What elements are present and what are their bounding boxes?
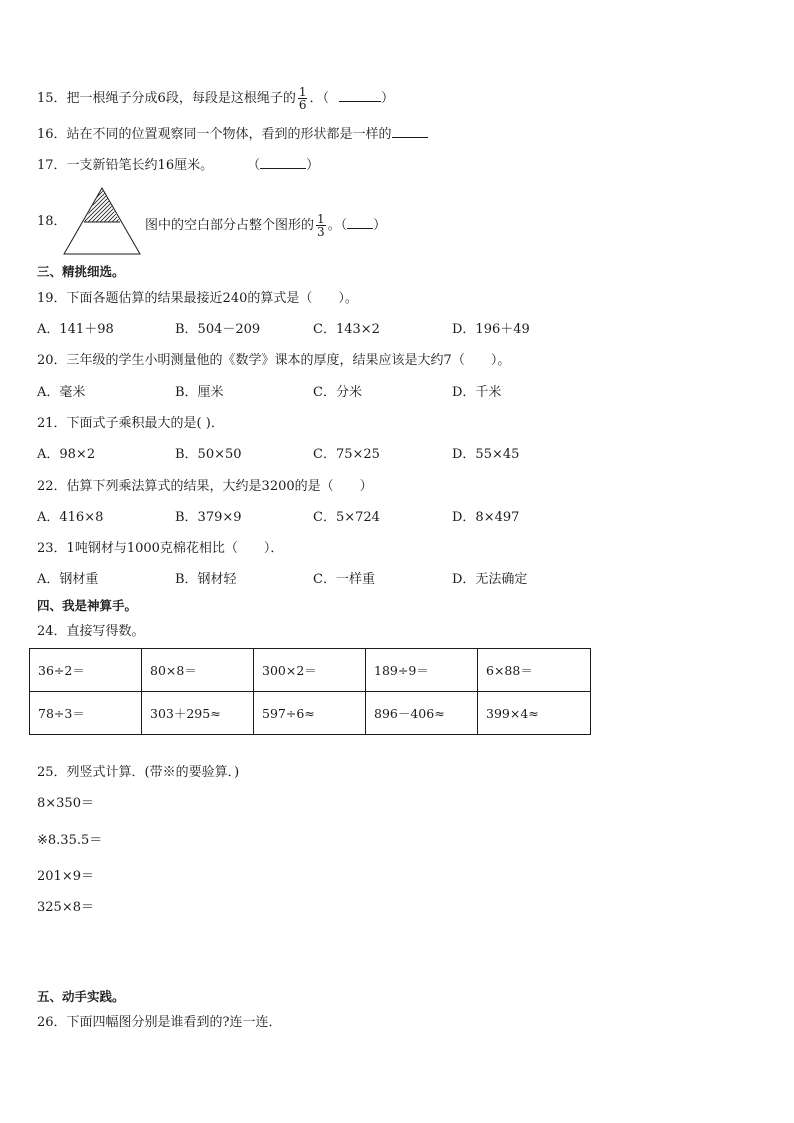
table-cell[interactable]: 78÷3＝ <box>30 692 142 735</box>
section-3-heading: 三、精挑细选。 <box>37 264 125 279</box>
question-number: 15． <box>37 91 67 106</box>
answer-blank[interactable] <box>339 88 381 102</box>
question-20: 20．三年级的学生小明测量他的《数学》课本的厚度，结果应该是大约7（ ）。 <box>37 353 511 368</box>
question-text: 站在不同的位置观察同一个物体，看到的形状都是一样的 <box>66 127 392 142</box>
question-number: 16． <box>37 127 67 142</box>
vertical-calc-item[interactable]: 8×350＝ <box>37 796 94 811</box>
table-cell[interactable]: 80×8＝ <box>142 649 254 692</box>
question-15: 15．把一根绳子分成6段，每段是这根绳子的 $\frac{1}{6}$ ．（ ） <box>37 85 394 112</box>
option-a[interactable]: A．141＋98 <box>37 322 114 337</box>
option-a[interactable]: A．钢材重 <box>37 572 99 587</box>
option-c[interactable]: C．5×724 <box>313 510 380 525</box>
question-number: 17． <box>37 158 67 173</box>
table-cell[interactable]: 399×4≈ <box>478 692 591 735</box>
answer-blank[interactable] <box>260 155 306 169</box>
option-b[interactable]: B．厘米 <box>175 385 224 400</box>
table-cell[interactable]: 36÷2＝ <box>30 649 142 692</box>
question-18-number: 18． <box>37 214 67 229</box>
question-18: 图中的空白部分占整个图形的 $\frac{1}{3}$ 。（ ） <box>145 212 387 239</box>
option-c[interactable]: C．分米 <box>313 385 362 400</box>
option-a[interactable]: A．416×8 <box>37 510 104 525</box>
option-b[interactable]: B．379×9 <box>175 510 242 525</box>
option-d[interactable]: D．无法确定 <box>452 572 528 587</box>
mental-math-table <box>29 648 591 735</box>
option-c[interactable]: C．75×25 <box>313 447 380 462</box>
option-c[interactable]: C．一样重 <box>313 572 375 587</box>
answer-blank[interactable] <box>392 124 428 138</box>
option-d[interactable]: D．196＋49 <box>452 322 530 337</box>
option-b[interactable]: B．50×50 <box>175 447 242 462</box>
vertical-calc-item[interactable]: ※8.35.5＝ <box>37 833 103 848</box>
question-24: 24．直接写得数。 <box>37 624 145 639</box>
table-cell[interactable]: 896－406≈ <box>366 692 478 735</box>
table-cell[interactable]: 6×88＝ <box>478 649 591 692</box>
fraction: $\frac{1}{3}$ <box>317 212 325 239</box>
vertical-calc-item[interactable]: 325×8＝ <box>37 900 94 915</box>
section-5-heading: 五、动手实践。 <box>37 989 125 1004</box>
question-19: 19．下面各题估算的结果最接近240的算式是（ ）。 <box>37 291 358 306</box>
fraction: $\frac{1}{6}$ <box>298 85 307 112</box>
table-cell[interactable]: 300×2＝ <box>254 649 366 692</box>
question-16 <box>37 124 428 144</box>
option-b[interactable]: B．504－209 <box>175 322 261 337</box>
option-d[interactable]: D．千米 <box>452 385 502 400</box>
question-17: 17．一支新铅笔长约16厘米。 （ ） <box>37 155 319 175</box>
question-21: 21．下面式子乘积最大的是( )． <box>37 416 224 431</box>
table-row <box>30 692 591 735</box>
question-23: 23．1吨钢材与1000克棉花相比（ ）． <box>37 541 284 556</box>
option-a[interactable]: A．毫米 <box>37 385 86 400</box>
option-d[interactable]: D．8×497 <box>452 510 520 525</box>
table-cell[interactable]: 303＋295≈ <box>142 692 254 735</box>
question-26: 26．下面四幅图分别是谁看到的?连一连． <box>37 1015 282 1030</box>
table-cell[interactable]: 597÷6≈ <box>254 692 366 735</box>
option-b[interactable]: B．钢材轻 <box>175 572 237 587</box>
option-d[interactable]: D．55×45 <box>452 447 520 462</box>
section-4-heading: 四、我是神算手。 <box>37 598 138 613</box>
question-text: 把一根绳子分成6段，每段是这根绳子的 <box>66 91 296 106</box>
shaded-triangle-figure <box>62 186 142 256</box>
option-c[interactable]: C．143×2 <box>313 322 380 337</box>
question-text: 图中的空白部分占整个图形的 <box>145 218 315 233</box>
question-text: 一支新铅笔长约16厘米。 <box>66 158 214 173</box>
answer-blank[interactable] <box>347 215 373 229</box>
table-cell[interactable]: 189÷9＝ <box>366 649 478 692</box>
table-row <box>30 649 591 692</box>
question-22: 22．估算下列乘法算式的结果，大约是3200的是（ ） <box>37 479 373 494</box>
vertical-calc-item[interactable]: 201×9＝ <box>37 869 94 884</box>
option-a[interactable]: A．98×2 <box>37 447 96 462</box>
question-25: 25．列竖式计算．(带※的要验算．) <box>37 765 240 780</box>
